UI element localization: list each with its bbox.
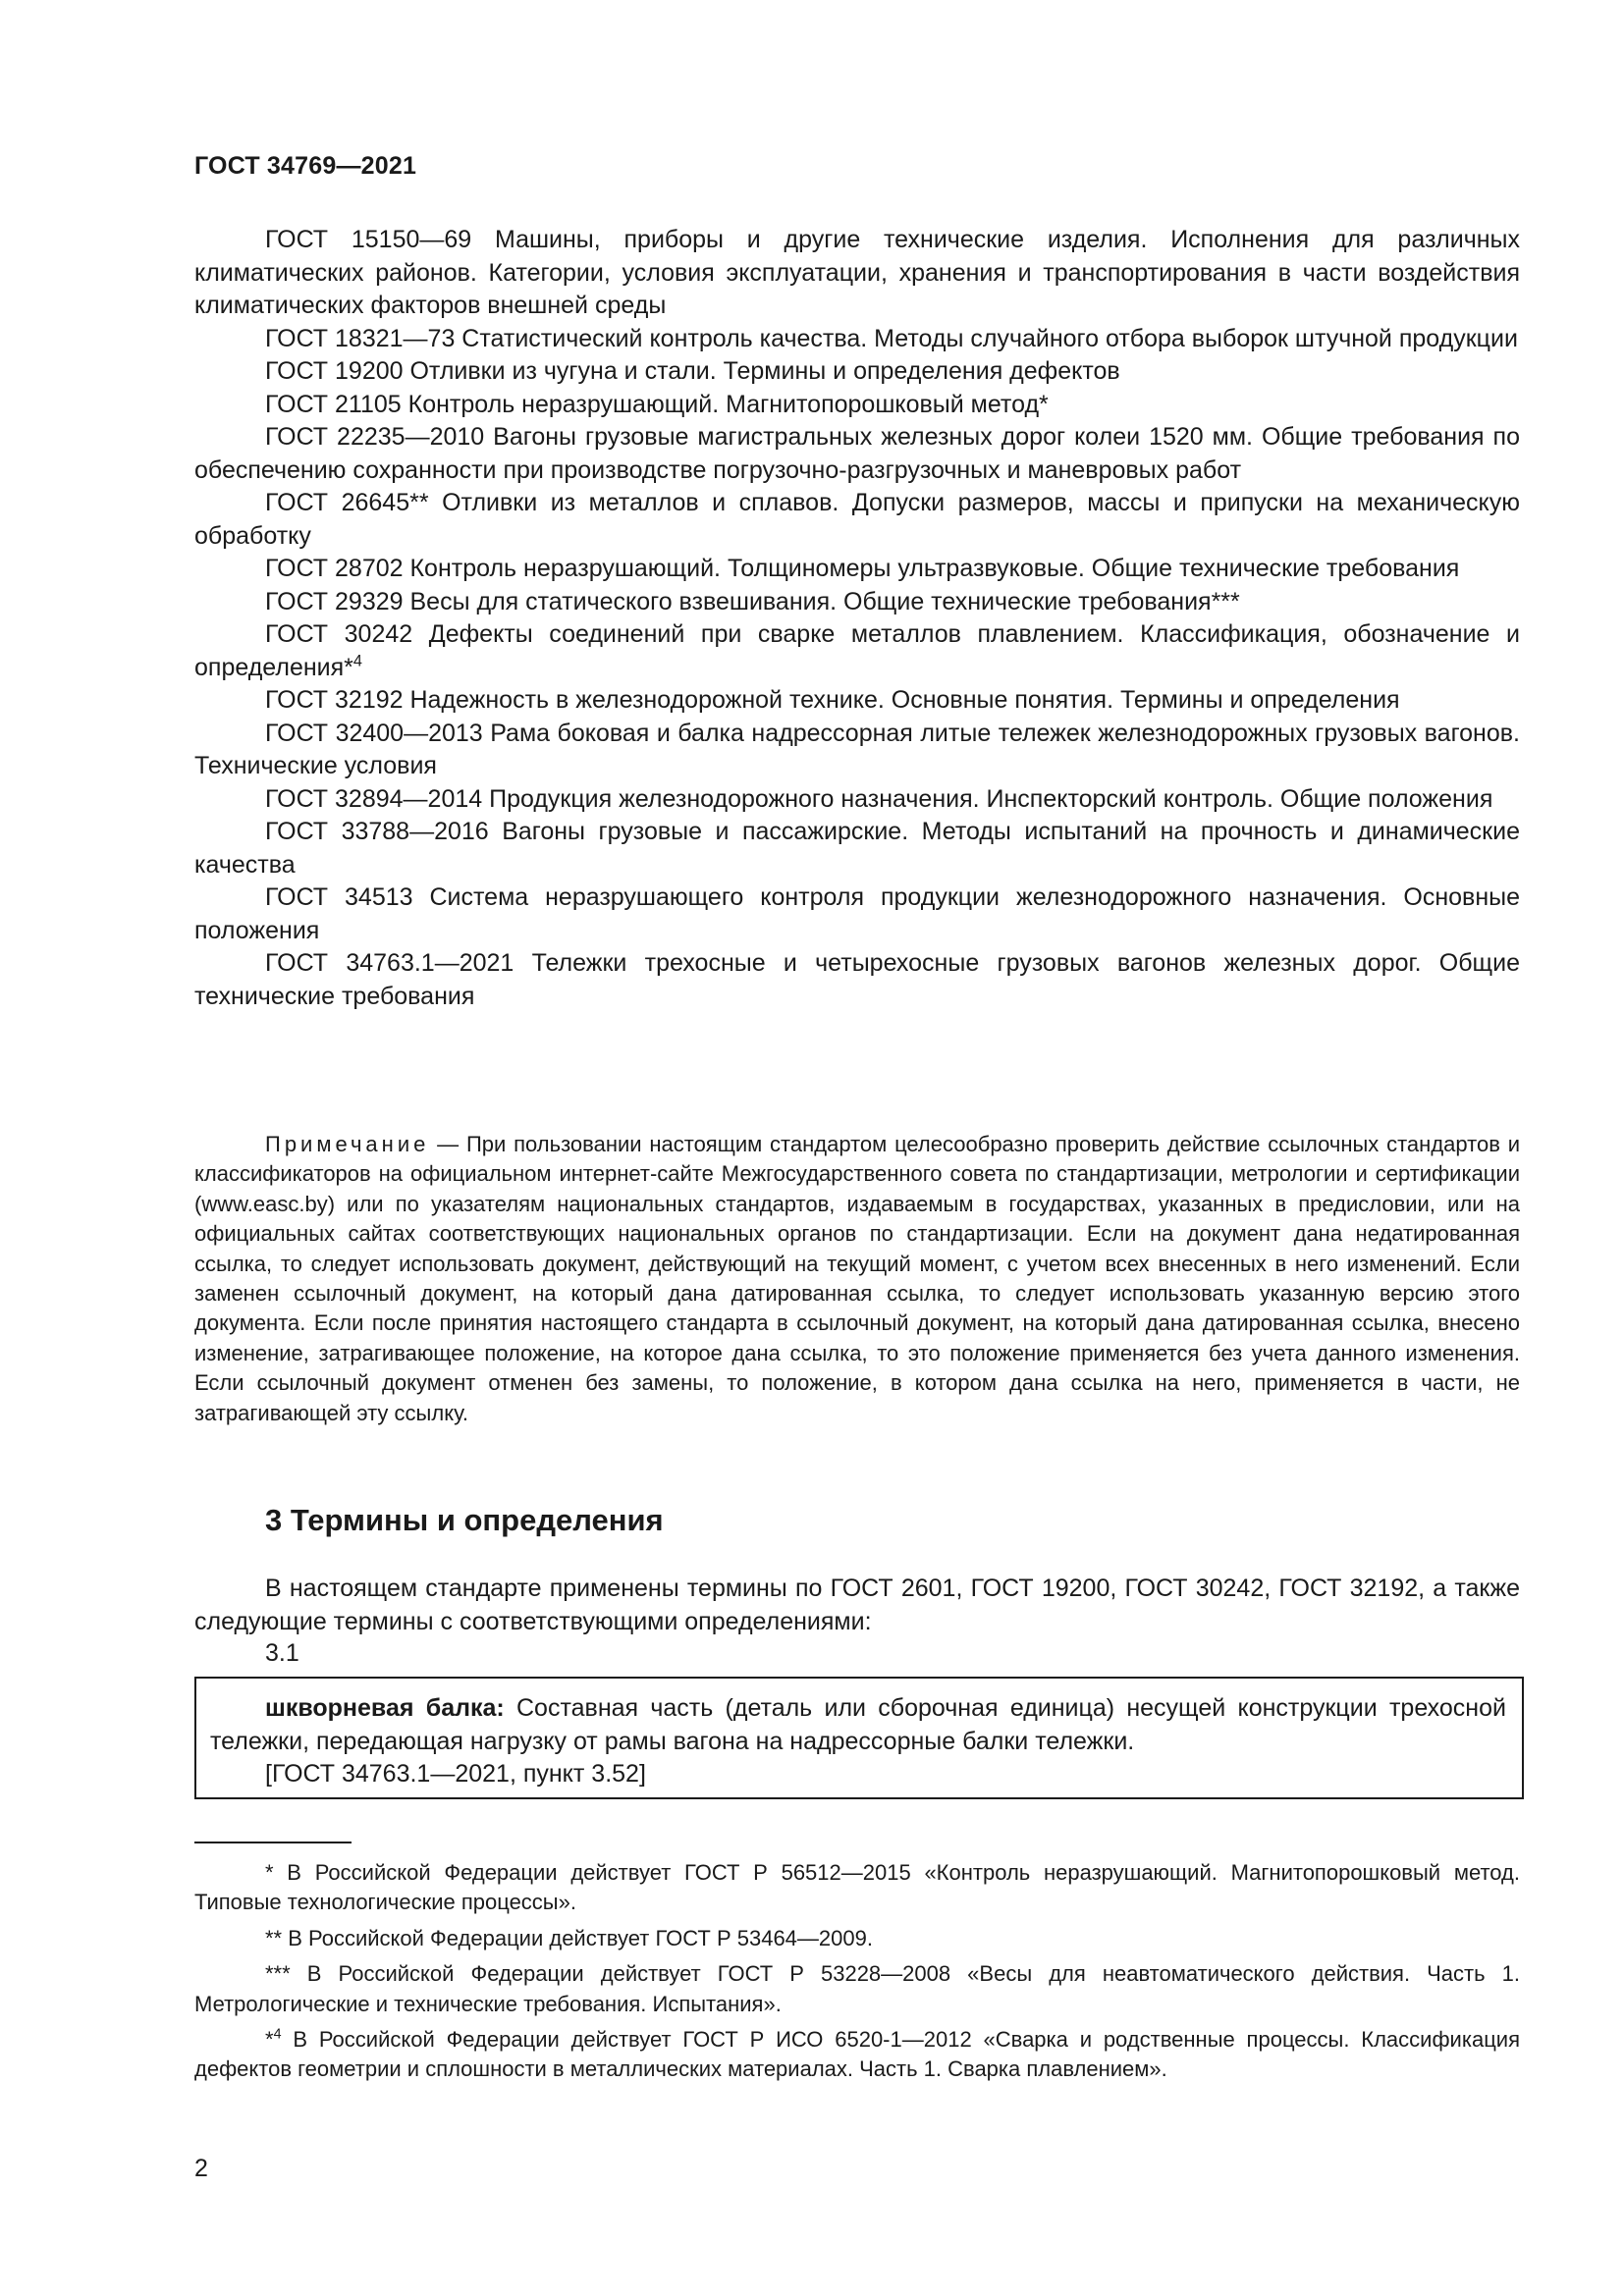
reference-item: ГОСТ 18321—73 Статистический контроль качества. Методы случайного отбора выборок штучной продукции	[265, 324, 1518, 352]
term-definition-box	[194, 1677, 1524, 1799]
document-header: ГОСТ 34769—2021	[194, 152, 417, 180]
footnote-item	[194, 2025, 1520, 2085]
reference-item: ГОСТ 34763.1—2021 Тележки трехосные и четырехосные грузовых вагонов железных дорог. Общие технические требования	[194, 949, 1520, 1010]
reference-item: ГОСТ 28702 Контроль неразрушающий. Толщиномеры ультразвуковые. Общие технические требования	[265, 555, 1460, 582]
reference-item: ГОСТ 15150—69 Машины, приборы и другие технические изделия. Исполнения для различных климатических районов. Категории, условия эксплуатации, хранения и транспортирования в части воздействия климатических факторов внешней среды	[194, 226, 1520, 319]
footnote-item	[194, 1959, 1520, 2019]
footnote-separator	[194, 1842, 352, 1843]
term-definition-text: Составная часть (деталь или сборочная единица) несущей конструкции трехосной тележки, передающая нагрузку от рамы вагона на надрессорные балки тележки.	[210, 1694, 1506, 1755]
note-paragraph	[194, 1130, 1520, 1428]
reference-item: ГОСТ 19200 Отливки из чугуна и стали. Термины и определения дефектов	[265, 357, 1120, 385]
footnote-mark: **	[265, 1925, 283, 1950]
term-source: [ГОСТ 34763.1—2021, пункт 3.52]	[265, 1760, 646, 1788]
note-label: Примечание	[265, 1132, 430, 1156]
term-definition	[210, 1692, 1506, 1758]
footnote-mark: ***	[265, 1961, 291, 1987]
reference-item: ГОСТ 22235—2010 Вагоны грузовые магистральных железных дорог колеи 1520 мм. Общие требования по обеспечению сохранности при производстве погрузочно-разгрузочных и маневровых работ	[194, 423, 1520, 484]
reference-item: ГОСТ 26645** Отливки из металлов и сплавов. Допуски размеров, массы и припуски на механическую обработку	[194, 489, 1520, 550]
section-title: 3 Термины и определения	[265, 1503, 664, 1537]
footnote-item	[194, 1924, 1520, 1953]
term-name: шкворневая балка:	[265, 1694, 505, 1722]
reference-text: ГОСТ 30242 Дефекты соединений при сварке металлов плавлением. Классификация, обозначение и определения*	[194, 620, 1520, 681]
footnote-text: В Российской Федерации действует ГОСТ Р 53228—2008 «Весы для неавтоматического действия. Часть 1. Метрологические и технические требования. Испытания».	[194, 1961, 1520, 2016]
reference-item: ГОСТ 33788—2016 Вагоны грузовые и пассажирские. Методы испытаний на прочность и динамические качества	[194, 818, 1520, 879]
page-number: 2	[194, 2155, 208, 2182]
normative-references-list	[194, 224, 1520, 1013]
reference-item: ГОСТ 32400—2013 Рама боковая и балка надрессорная литые тележек железнодорожных грузовых вагонов. Технические условия	[194, 719, 1520, 779]
footnote-text: В Российской Федерации действует ГОСТ Р ИСО 6520-1—2012 «Сварка и родственные процессы. Классификация дефектов геометрии и сплошности в металлических материалах. Часть 1. Сварка плавлением».	[194, 2027, 1520, 2082]
footnote-text: В Российской Федерации действует ГОСТ Р 56512—2015 «Контроль неразрушающий. Магнитопорошковый метод. Типовые технологические процессы».	[194, 1860, 1520, 1915]
footnote-mark: *	[265, 2027, 274, 2053]
reference-item: ГОСТ 34513 Система неразрушающего контроля продукции железнодорожного назначения. Основные положения	[194, 883, 1520, 944]
section-intro: В настоящем стандарте применены термины по ГОСТ 2601, ГОСТ 19200, ГОСТ 30242, ГОСТ 32192, а также следующие термины с соответствующими определениями:	[194, 1575, 1520, 1635]
note-text: — При пользовании настоящим стандартом целесообразно проверить действие ссылочных стандартов и классификаторов на официальном интернет-сайте Межгосударственного совета по стандартизации, метрологии и сертификации (www.easc.by) или по указателям национальных стандартов, издаваемым в государствах, указанных в предисловии, или на официальных сайтах соответствующих национальных органов по стандартизации. Если на документ дана недатированная ссылка, то следует использовать документ, действующий на текущий момент, с учетом всех внесенных в него изменений. Если заменен ссылочный документ, на который дана датированная ссылка, то следует использовать указанную версию этого документа. Если после принятия настоящего стандарта в ссылочный документ, на который дана датированная ссылка, внесено изменение, затрагивающее положение, на которое дана ссылка, то это положение применяется без учета данного изменения. Если ссылочный документ отменен без замены, то положение, в котором дана ссылка на него, применяется в части, не затрагивающей эту ссылку.	[194, 1132, 1520, 1425]
footnote-item	[194, 1858, 1520, 1918]
reference-item: ГОСТ 29329 Весы для статического взвешивания. Общие технические требования***	[265, 587, 1240, 615]
footnotes	[194, 1858, 1520, 2091]
term-number: 3.1	[265, 1639, 299, 1667]
footnote-text: В Российской Федерации действует ГОСТ Р 53464—2009.	[282, 1925, 873, 1950]
footnote-ref-superscript: 4	[352, 652, 362, 670]
footnote-mark-superscript: 4	[273, 2026, 282, 2043]
reference-item: ГОСТ 21105 Контроль неразрушающий. Магнитопорошковый метод*	[265, 390, 1049, 418]
reference-item: ГОСТ 32894—2014 Продукция железнодорожного назначения. Инспекторский контроль. Общие положения	[265, 784, 1493, 813]
reference-item: ГОСТ 32192 Надежность в железнодорожной технике. Основные понятия. Термины и определения	[265, 686, 1400, 714]
reference-item	[194, 618, 1520, 684]
footnote-mark: *	[265, 1860, 274, 1885]
